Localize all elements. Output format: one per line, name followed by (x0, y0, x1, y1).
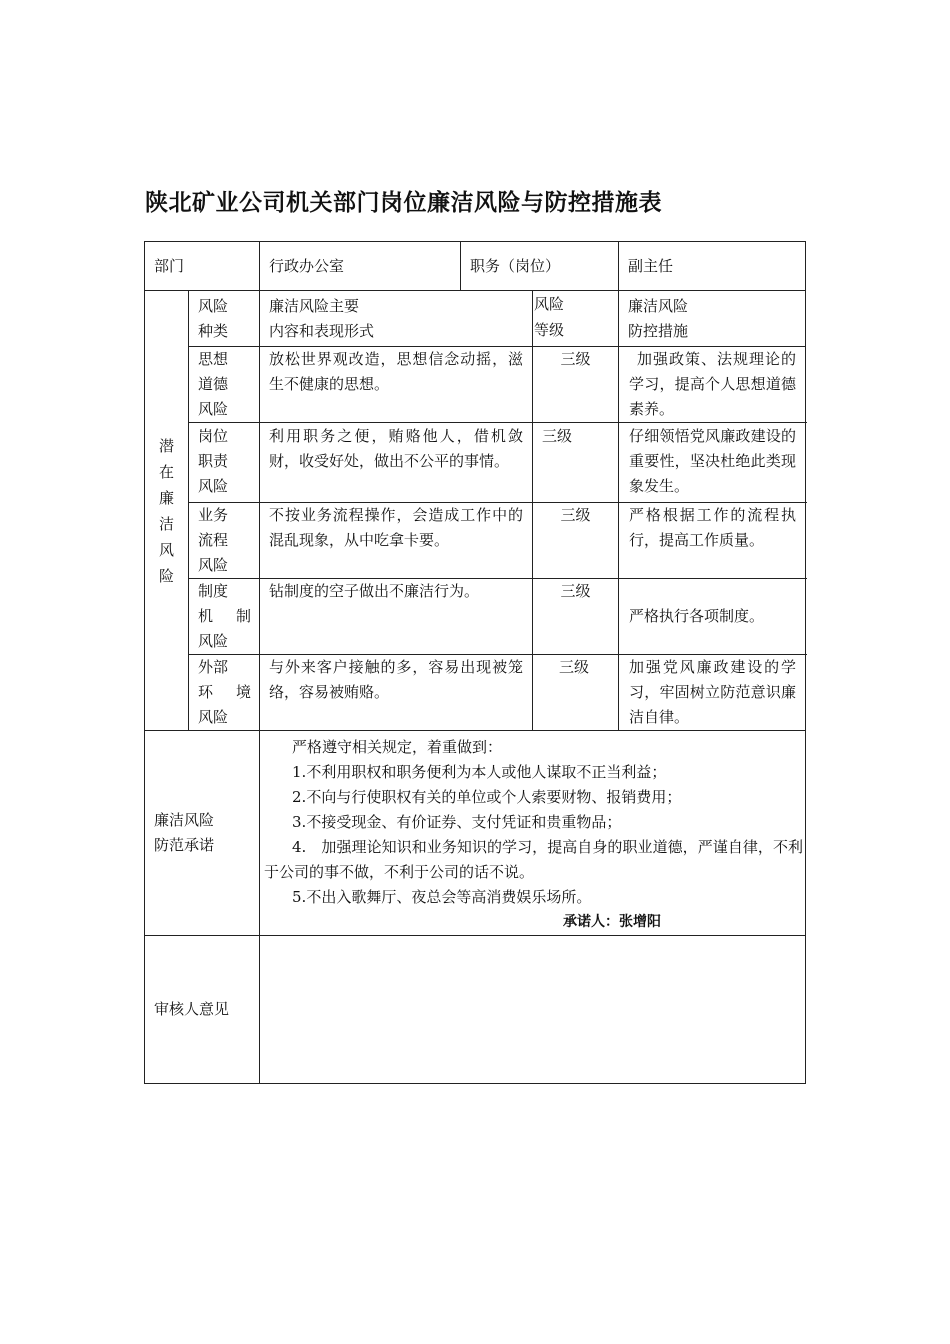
commitment-label-line2: 防范承诺 (154, 836, 215, 854)
risk-level-cell (533, 503, 619, 579)
commitment-item: 5.不出入歌舞厅、夜总会等高消费娱乐场所。 (292, 888, 592, 906)
level-header-line2: 等级 (534, 321, 565, 339)
type-header: 风险种类 (198, 297, 229, 340)
commitment-signer: 承诺人：张增阳 (563, 914, 662, 930)
risk-type-line: 职责 (198, 452, 229, 470)
risk-column-header-row (145, 291, 806, 347)
risk-content-cell (260, 579, 533, 655)
dept-label: 部门 (154, 257, 185, 275)
risk-level-cell (533, 423, 619, 503)
content-header-line2: 内容和表现形式 (269, 322, 375, 340)
position-label-cell (461, 242, 619, 291)
risk-level: 三级 (560, 350, 591, 368)
content-header-line1: 廉洁风险主要 (269, 297, 360, 315)
risk-content-cell (260, 503, 533, 579)
risk-type-line: 机 制 (198, 607, 252, 625)
review-label-cell (145, 936, 260, 1084)
risk-measure: 严格根据工作的流程执行，提高工作质量。 (629, 506, 797, 549)
risk-row (145, 579, 806, 655)
commitment-item: 3.不接受现金、有价证券、支付凭证和贵重物品； (292, 813, 622, 831)
commitment-row (145, 731, 806, 936)
risk-side-label: 潜在廉洁风险 (158, 436, 174, 585)
risk-row (145, 503, 806, 579)
risk-type-line: 风险 (198, 477, 229, 495)
risk-type-line: 环 境 (198, 683, 252, 701)
risk-level-cell (533, 347, 619, 423)
risk-level: 三级 (542, 427, 573, 445)
risk-content: 钻制度的空子做出不廉洁行为。 (269, 582, 480, 600)
level-header-cell (533, 291, 619, 347)
risk-row (145, 347, 806, 423)
risk-level: 三级 (560, 506, 591, 524)
review-content (260, 936, 805, 944)
risk-type-cell (189, 423, 260, 503)
commitment-item: 4. 加强理论知识和业务知识的学习，提高自身的职业道德，严谨自律，不利于公司的事不做，不利于公司的话不说。 (264, 838, 804, 881)
risk-type-line: 岗位 (198, 427, 229, 445)
measure-header-line2: 防控措施 (628, 322, 689, 340)
level-header-line1: 风险 (534, 295, 565, 313)
risk-type-line: 外部 (198, 658, 229, 676)
risk-content-cell (260, 423, 533, 503)
dept-label-cell (145, 242, 260, 291)
risk-content: 放松世界观改造，思想信念动摇，滋生不健康的思想。 (269, 350, 524, 393)
review-row (145, 936, 806, 1084)
review-content-cell[interactable] (260, 936, 806, 1084)
risk-type-line: 道德 (198, 375, 229, 393)
position-value-cell (619, 242, 806, 291)
risk-measure: 加强政策、法规理论的学习，提高个人思想道德素养。 (629, 350, 797, 418)
risk-measure-cell (619, 503, 806, 579)
risk-control-table (144, 241, 806, 1084)
type-header-cell (189, 291, 260, 347)
commitment-item: 2.不向与行使职权有关的单位或个人索要财物、报销费用； (292, 788, 682, 806)
risk-measure: 加强党风廉政建设的学习，牢固树立防范意识廉洁自律。 (629, 658, 797, 726)
risk-type-cell (189, 655, 260, 731)
risk-type-cell (189, 503, 260, 579)
risk-type-line: 思想 (198, 350, 229, 368)
risk-side-label-cell (145, 291, 189, 731)
risk-level: 三级 (560, 582, 591, 600)
risk-level-cell (533, 655, 619, 731)
risk-type-line: 风险 (198, 632, 229, 650)
risk-content: 利用职务之便，贿赂他人，借机敛财，收受好处，做出不公平的事情。 (269, 427, 524, 470)
measure-header-cell (619, 291, 806, 347)
commitment-label-cell (145, 731, 260, 936)
commitment-intro: 严格遵守相关规定，着重做到： (292, 738, 503, 756)
risk-measure: 仔细领悟党风廉政建设的重要性，坚决杜绝此类现象发生。 (629, 427, 797, 495)
risk-type-line: 风险 (198, 556, 229, 574)
content-header-cell (260, 291, 533, 347)
commitment-label-line1: 廉洁风险 (154, 811, 215, 829)
risk-measure: 严格执行各项制度。 (629, 607, 765, 625)
measure-header-line1: 廉洁风险 (628, 297, 689, 315)
position-value: 副主任 (628, 257, 674, 275)
risk-type-line: 风险 (198, 400, 229, 418)
risk-row (145, 655, 806, 731)
document-title: 陕北矿业公司机关部门岗位廉洁风险与防控措施表 (145, 190, 662, 216)
risk-content-cell (260, 655, 533, 731)
commitment-content-cell (260, 731, 806, 936)
risk-row (145, 423, 806, 503)
dept-value: 行政办公室 (269, 257, 345, 275)
header-row (145, 242, 806, 291)
risk-level-cell (533, 579, 619, 655)
risk-type-line: 制度 (198, 582, 229, 600)
risk-measure-cell (619, 423, 806, 503)
commitment-item: 1.不利用职权和职务便利为本人或他人谋取不正当利益； (292, 763, 667, 781)
risk-measure-cell (619, 579, 806, 655)
risk-type-line: 风险 (198, 708, 229, 726)
risk-type-line: 业务 (198, 506, 229, 524)
risk-measure-cell (619, 347, 806, 423)
dept-value-cell (260, 242, 461, 291)
risk-measure-cell (619, 655, 806, 731)
risk-type-cell (189, 347, 260, 423)
risk-content-cell (260, 347, 533, 423)
position-label: 职务（岗位） (470, 257, 561, 275)
risk-content: 与外来客户接触的多，容易出现被笼络，容易被贿赂。 (269, 658, 524, 701)
risk-content: 不按业务流程操作，会造成工作中的混乱现象，从中吃拿卡要。 (269, 506, 524, 549)
risk-type-cell (189, 579, 260, 655)
risk-type-line: 流程 (198, 531, 229, 549)
review-label: 审核人意见 (154, 1000, 230, 1018)
risk-level: 三级 (559, 658, 590, 676)
